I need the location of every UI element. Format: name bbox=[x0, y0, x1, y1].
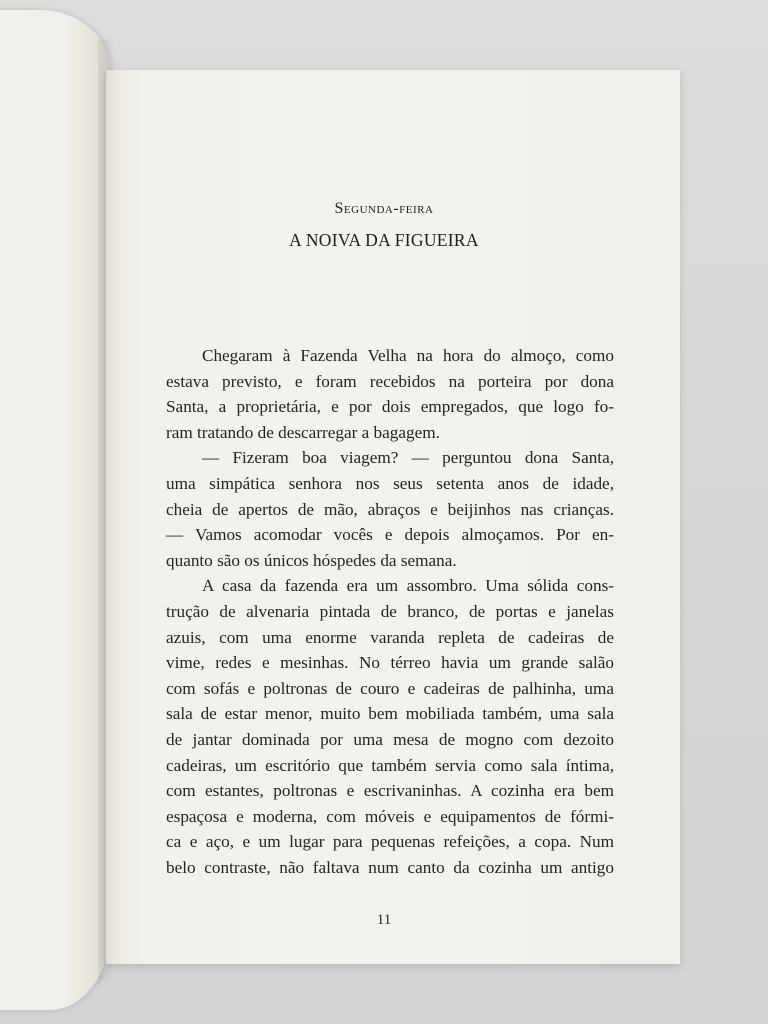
chapter-title: A NOIVA DA FIGUEIRA bbox=[289, 230, 479, 250]
text-line: espaçosa e moderna, com móveis e equipamentos de fórmi- bbox=[166, 806, 614, 826]
text-line: A casa da fazenda era um assombro. Uma sólida cons- bbox=[202, 576, 614, 596]
text-line: ram tratando de descarregar a bagagem. bbox=[166, 422, 440, 442]
text-line: vime, redes e mesinhas. No térreo havia um grande salão bbox=[166, 653, 614, 673]
text-line: belo contraste, não faltava num canto da cozinha um antigo bbox=[166, 857, 614, 877]
text-line: — Fizeram boa viagem? — perguntou dona Santa, bbox=[202, 448, 614, 468]
text-line: com sofás e poltronas de couro e cadeiras de palhinha, uma bbox=[166, 678, 614, 698]
text-line: estava previsto, e foram recebidos na porteira por dona bbox=[166, 371, 614, 391]
page-number: 11 bbox=[376, 912, 392, 928]
left-page bbox=[0, 10, 110, 1010]
text-line: sala de estar menor, muito bem mobiliada também, uma sala bbox=[166, 704, 614, 724]
text-line: cheia de apertos de mão, abraços e beijinhos nas crianças. bbox=[166, 499, 614, 519]
text-line: azuis, com uma enorme varanda repleta de cadeiras de bbox=[166, 627, 614, 647]
chapter-label: Segunda-feira bbox=[334, 200, 434, 217]
text-line: — Vamos acomodar vocês e depois almoçamos. Por en- bbox=[166, 525, 614, 545]
text-line: de jantar dominada por uma mesa de mogno com dezoito bbox=[166, 729, 614, 749]
text-line: trução de alvenaria pintada de branco, de portas e janelas bbox=[166, 601, 614, 621]
book-gutter bbox=[98, 40, 116, 980]
text-line: quanto são os únicos hóspedes da semana. bbox=[166, 550, 457, 570]
text-line: ca e aço, e um lugar para pequenas refeições, a copa. Num bbox=[166, 832, 614, 852]
text-line: Santa, a proprietária, e por dois empregados, que logo fo- bbox=[166, 397, 614, 417]
chapter-body bbox=[166, 343, 614, 880]
text-line: uma simpática senhora nos seus setenta anos de idade, bbox=[166, 473, 614, 493]
text-line: Chegaram à Fazenda Velha na hora do almoço, como bbox=[202, 346, 614, 365]
text-line: com estantes, poltronas e escrivaninhas. A cozinha era bem bbox=[166, 781, 614, 801]
text-line: cadeiras, um escritório que também servia como sala íntima, bbox=[166, 755, 614, 775]
